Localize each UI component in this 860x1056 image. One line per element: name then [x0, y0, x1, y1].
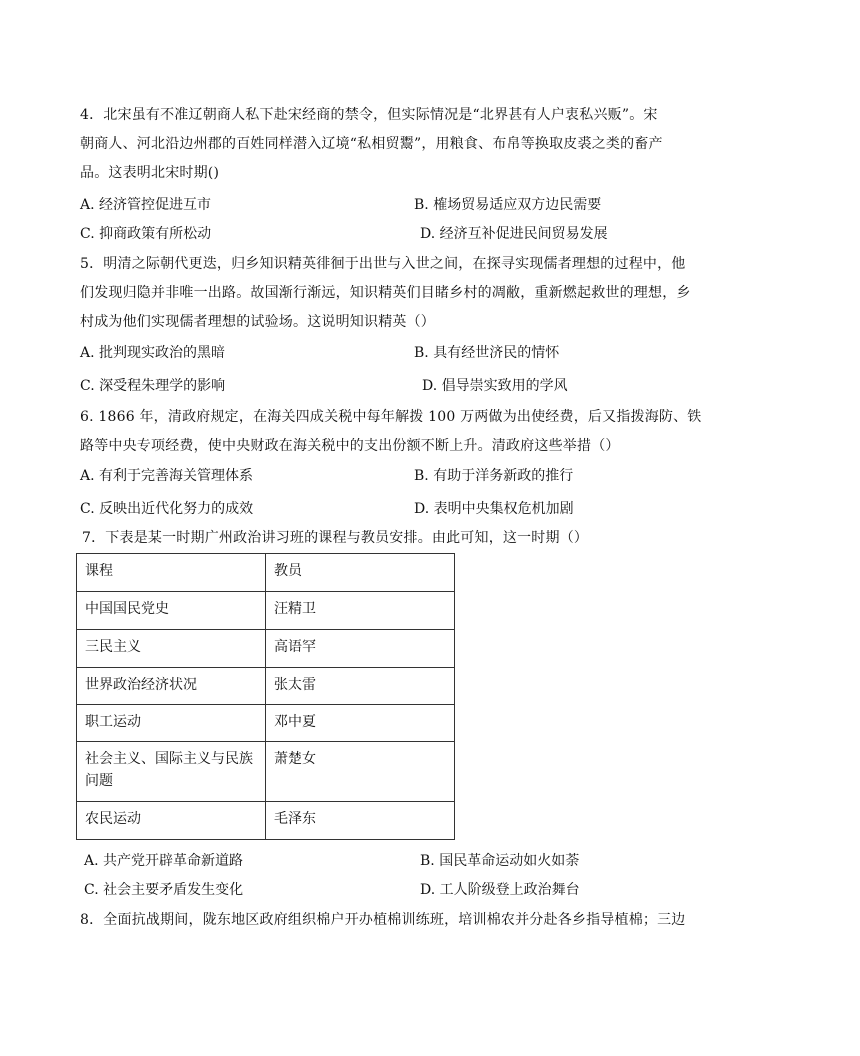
table-row — [77, 802, 455, 840]
q4-option-b: B. 榷场贸易适应双方边民需要 — [414, 197, 602, 213]
table-header-teacher: 教员 — [266, 554, 455, 592]
table-row — [77, 705, 455, 742]
table-cell-course: 农民运动 — [77, 802, 266, 840]
q5-stem-line-1: 5．明清之际朝代更迭，归乡知识精英徘徊于出世与入世之间，在探寻实现儒者理想的过程中，他 — [80, 256, 686, 272]
q5-stem-line-3: 村成为他们实现儒者理想的试验场。这说明知识精英（） — [80, 314, 435, 330]
q6-option-c: C. 反映出近代化努力的成效 — [80, 501, 254, 517]
table-cell-course: 社会主义、国际主义与民族问题 — [77, 742, 266, 802]
q4-option-c: C. 抑商政策有所松动 — [80, 226, 212, 242]
course-table — [76, 553, 455, 840]
q7-option-d: D. 工人阶级登上政治舞台 — [420, 882, 580, 898]
q6-stem-line-1: 6. 1866 年，清政府规定，在海关四成关税中每年解拨 100 万两做为出使经费，后又指拨海防、铁 — [80, 409, 702, 425]
q4-option-a: A. 经济管控促进互市 — [80, 197, 212, 213]
table-row — [77, 592, 455, 630]
table-row — [77, 668, 455, 705]
q4-stem-line-2: 朝商人、河北沿边州郡的百姓同样潜入辽境“私相贸鬻”，用粮食、布帛等换取皮裘之类的畜产 — [80, 136, 663, 152]
table-header-course: 课程 — [77, 554, 266, 592]
q6-option-a: A. 有利于完善海关管理体系 — [80, 468, 254, 484]
q5-option-c: C. 深受程朱理学的影响 — [80, 378, 226, 394]
q4-option-d: D. 经济互补促进民间贸易发展 — [420, 226, 608, 242]
q6-stem-line-2: 路等中央专项经费，使中央财政在海关税中的支出份额不断上升。清政府这些举措（） — [80, 438, 620, 454]
q4-stem-line-3: 品。这表明北宋时期() — [80, 165, 220, 181]
q7-option-b: B. 国民革命运动如火如荼 — [420, 853, 580, 869]
q4-stem-line-1: 4．北宋虽有不准辽朝商人私下赴宋经商的禁令，但实际情况是“北界甚有人户衷私兴贩”。宋 — [80, 107, 658, 123]
q6-option-b: B. 有助于洋务新政的推行 — [414, 468, 574, 484]
q7-option-a: A. 共产党开辟革命新道路 — [84, 853, 244, 869]
q6-option-d: D. 表明中央集权危机加剧 — [414, 501, 574, 517]
q8-stem-line-1: 8．全面抗战期间，陇东地区政府组织棉户开办植棉训练班，培训棉农并分赴各乡指导植棉；三边 — [80, 912, 686, 928]
table-header-row — [77, 554, 455, 592]
table-cell-teacher: 毛泽东 — [266, 802, 455, 840]
q5-stem-line-2: 们发现归隐并非唯一出路。故国渐行渐远，知识精英们目睹乡村的凋敝，重新燃起救世的理想，乡 — [80, 285, 691, 301]
table-cell-teacher: 张太雷 — [266, 668, 455, 705]
table-cell-teacher: 高语罕 — [266, 630, 455, 668]
table-cell-teacher: 汪精卫 — [266, 592, 455, 630]
q5-option-d: D. 倡导崇实致用的学风 — [422, 378, 568, 394]
table-cell-course: 职工运动 — [77, 705, 266, 742]
table-cell-course: 三民主义 — [77, 630, 266, 668]
q7-stem: 7．下表是某一时期广州政治讲习班的课程与教员安排。由此可知，这一时期（） — [82, 530, 589, 546]
table-cell-teacher: 萧楚女 — [266, 742, 455, 802]
q5-option-a: A. 批判现实政治的黑暗 — [80, 345, 226, 361]
q5-option-b: B. 具有经世济民的情怀 — [414, 345, 560, 361]
q7-option-c: C. 社会主要矛盾发生变化 — [84, 882, 244, 898]
table-row — [77, 630, 455, 668]
table-cell-teacher: 邓中夏 — [266, 705, 455, 742]
table-cell-course: 中国国民党史 — [77, 592, 266, 630]
table-cell-course: 世界政治经济状况 — [77, 668, 266, 705]
table-row — [77, 742, 455, 802]
